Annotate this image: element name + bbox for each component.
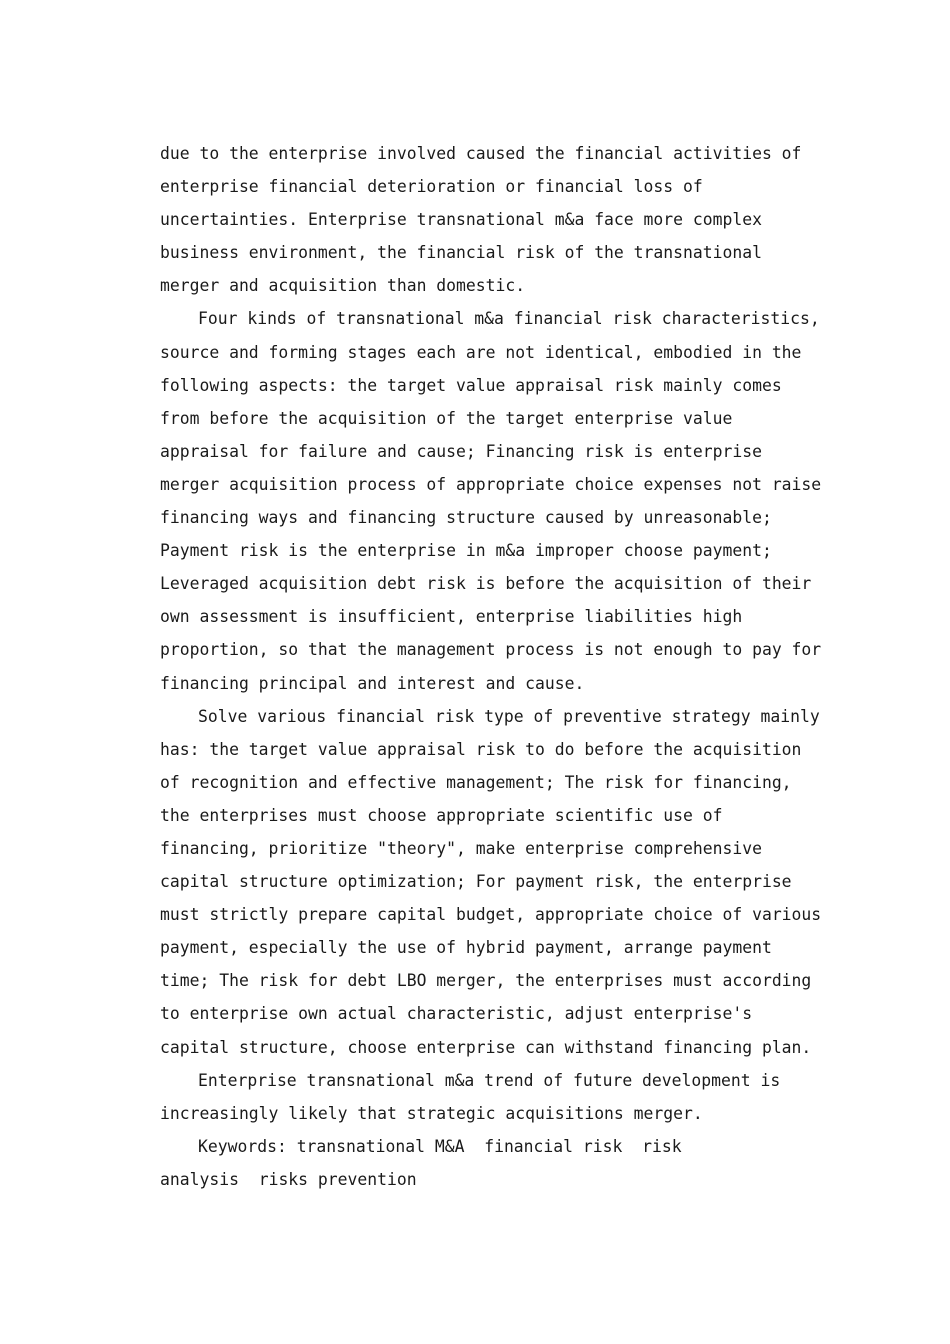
keyword-term: risks prevention xyxy=(258,1169,417,1189)
keyword-term: transnational M&A xyxy=(296,1136,465,1156)
body-text xyxy=(160,137,830,1196)
paragraph-prevention-strategy: Solve various financial risk type of preventive strategy mainly has: the target value appraisal risk to do before the acquisition of recognition and effective management; The risk for financing, the enterprises must choose appropriate scientific use of financing, prioritize "theory", make enterprise comprehensive capital structure optimization; For payment risk, the enterprise must strictly prepare capital budget, appropriate choice of various payment, especially the use of hybrid payment, arrange payment time; The risk for debt LBO merger, the enterprises must according to enterprise own actual characteristic, adjust enterprise's capital structure, choose enterprise can withstand financing plan. xyxy=(160,706,822,1057)
keywords-label: Keywords: xyxy=(198,1136,297,1156)
paragraph-future-trend: Enterprise transnational m&a trend of future development is increasingly likely that strategic acquisitions merger. xyxy=(160,1070,781,1123)
paragraph-risk-characteristics: Four kinds of transnational m&a financial risk characteristics, source and forming stages each are not identical, embodied in the following aspects: the target value appraisal risk mainly comes from before the acquisition of the target enterprise value appraisal for failure and cause; Financing risk is enterprise merger acquisition process of appropriate choice expenses not raise financing ways and financing structure caused by unreasonable; Payment risk is the enterprise in m&a improper choose payment; Leveraged acquisition debt risk is before the acquisition of their own assessment is insufficient, enterprise liabilities high proportion, so that the management process is not enough to pay for financing principal and interest and cause. xyxy=(160,309,822,693)
keyword-term: risk analysis xyxy=(160,1136,682,1189)
keywords-line xyxy=(160,1130,830,1196)
paragraph-continued: due to the enterprise involved caused the financial activities of enterprise financial deterioration or financial loss of uncertainties. Enterprise transnational m&a face more complex business environment, the financial risk of the transnational merger and acquisition than domestic. xyxy=(160,144,802,296)
keyword-term: financial risk xyxy=(484,1136,623,1156)
